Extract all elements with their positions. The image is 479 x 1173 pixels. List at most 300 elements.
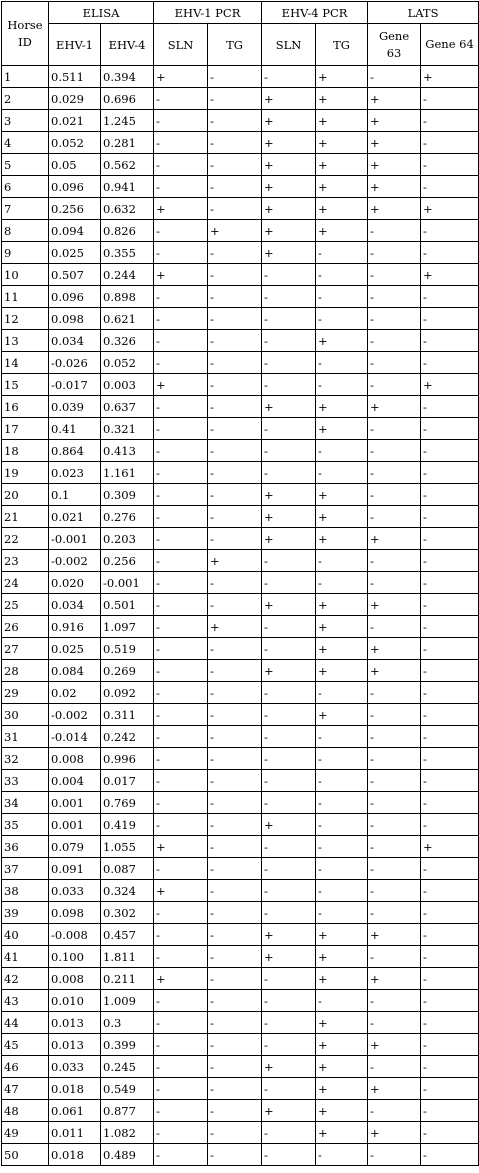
elisa-ehv1-cell: -0.017 [49, 374, 101, 396]
table-row [2, 968, 479, 990]
ehv4-pcr-tg-cell: + [316, 484, 368, 506]
lats-gene64-cell: - [421, 418, 479, 440]
lats-gene63-cell: - [368, 220, 421, 242]
ehv1-pcr-sln-cell: - [154, 308, 208, 330]
elisa-ehv1-cell: 0.020 [49, 572, 101, 594]
ehv1-pcr-tg-cell: - [208, 1056, 262, 1078]
ehv4-pcr-sln-cell: - [262, 880, 316, 902]
elisa-ehv1-cell: 0.034 [49, 594, 101, 616]
elisa-ehv1-cell: 0.094 [49, 220, 101, 242]
elisa-ehv1-cell: -0.002 [49, 704, 101, 726]
lats-gene64-cell: - [421, 946, 479, 968]
ehv4-pcr-tg-cell: + [316, 528, 368, 550]
elisa-ehv1-cell: -0.001 [49, 528, 101, 550]
ehv1-pcr-tg-cell: + [208, 616, 262, 638]
ehv4-pcr-sln-cell: + [262, 396, 316, 418]
ehv4-pcr-tg-cell: + [316, 418, 368, 440]
elisa-ehv1-cell: 0.098 [49, 902, 101, 924]
horse-id-cell: 18 [2, 440, 49, 462]
horse-id-cell: 12 [2, 308, 49, 330]
ehv4-pcr-tg-cell: + [316, 594, 368, 616]
lats-gene64-cell: - [421, 704, 479, 726]
horse-id-cell: 21 [2, 506, 49, 528]
ehv1-pcr-tg-cell: - [208, 726, 262, 748]
elisa-ehv4-cell: 0.003 [101, 374, 154, 396]
lats-gene63-cell: + [368, 594, 421, 616]
table-row [2, 66, 479, 88]
ehv4-pcr-tg-cell: + [316, 1056, 368, 1078]
lats-gene63-cell: - [368, 770, 421, 792]
ehv4-pcr-sln-cell: - [262, 1034, 316, 1056]
lats-gene63-cell: - [368, 748, 421, 770]
ehv1-pcr-sln-cell: - [154, 352, 208, 374]
table-row [2, 462, 479, 484]
ehv1-pcr-sln-cell: - [154, 1144, 208, 1166]
elisa-ehv1-cell: -0.026 [49, 352, 101, 374]
elisa-ehv4-cell: 0.898 [101, 286, 154, 308]
ehv4-pcr-tg-cell: + [316, 946, 368, 968]
table-row [2, 1034, 479, 1056]
ehv4-pcr-sln-cell: - [262, 286, 316, 308]
table-row [2, 132, 479, 154]
elisa-ehv1-cell: 0.008 [49, 968, 101, 990]
lats-gene63-cell: + [368, 88, 421, 110]
ehv1-pcr-tg-cell: - [208, 814, 262, 836]
ehv4-pcr-sln-cell: - [262, 858, 316, 880]
ehv1-pcr-tg-cell: - [208, 1012, 262, 1034]
lats-gene63-cell: - [368, 726, 421, 748]
elisa-ehv4-cell: -0.001 [101, 572, 154, 594]
elisa-ehv1-cell: 0.256 [49, 198, 101, 220]
table-row [2, 506, 479, 528]
ehv4-pcr-sln-cell: + [262, 176, 316, 198]
ehv1-pcr-tg-cell: - [208, 902, 262, 924]
elisa-ehv4-cell: 1.245 [101, 110, 154, 132]
ehv1-pcr-sln-cell: - [154, 132, 208, 154]
elisa-ehv4-cell: 0.637 [101, 396, 154, 418]
ehv4-pcr-sln-cell: + [262, 946, 316, 968]
table-row [2, 880, 479, 902]
elisa-ehv4-cell: 1.161 [101, 462, 154, 484]
horse-id-cell: 35 [2, 814, 49, 836]
elisa-ehv4-cell: 0.941 [101, 176, 154, 198]
elisa-ehv4-cell: 0.017 [101, 770, 154, 792]
table-row [2, 264, 479, 286]
horse-id-cell: 29 [2, 682, 49, 704]
lats-gene63-cell: - [368, 858, 421, 880]
horse-id-cell: 20 [2, 484, 49, 506]
lats-gene64-cell: - [421, 550, 479, 572]
elisa-ehv1-cell: 0.001 [49, 792, 101, 814]
ehv1-pcr-tg-cell: - [208, 154, 262, 176]
horse-id-cell: 32 [2, 748, 49, 770]
ehv4-pcr-tg-cell: + [316, 396, 368, 418]
elisa-ehv1-cell: 0.511 [49, 66, 101, 88]
ehv1-pcr-sln-cell: - [154, 1034, 208, 1056]
elisa-ehv1-cell: 0.507 [49, 264, 101, 286]
elisa-ehv4-cell: 0.256 [101, 550, 154, 572]
ehv4-pcr-tg-cell: + [316, 66, 368, 88]
horse-id-cell: 9 [2, 242, 49, 264]
lats-gene64-cell: - [421, 682, 479, 704]
lats-gene64-cell: - [421, 594, 479, 616]
elisa-ehv1-cell: 0.096 [49, 286, 101, 308]
ehv4-pcr-tg-cell: - [316, 880, 368, 902]
ehv1-pcr-sln-cell: - [154, 440, 208, 462]
table-row [2, 198, 479, 220]
ehv1-pcr-tg-cell: - [208, 660, 262, 682]
ehv4-pcr-sln-cell: + [262, 1100, 316, 1122]
ehv1-pcr-tg-cell: - [208, 286, 262, 308]
elisa-ehv4-cell: 0.696 [101, 88, 154, 110]
ehv4-pcr-sln-cell: - [262, 418, 316, 440]
ehv4-pcr-sln-cell: + [262, 242, 316, 264]
ehv1-pcr-tg-cell: - [208, 858, 262, 880]
ehv1-pcr-tg-cell: - [208, 968, 262, 990]
ehv4-pcr-sln-cell: - [262, 990, 316, 1012]
table-row [2, 440, 479, 462]
lats-gene63-cell: - [368, 990, 421, 1012]
horse-id-cell: 41 [2, 946, 49, 968]
lats-gene64-cell: - [421, 132, 479, 154]
lats-gene63-cell: - [368, 902, 421, 924]
ehv4-pcr-sln-cell: + [262, 594, 316, 616]
lats-gene63-cell: + [368, 132, 421, 154]
lats-gene63-cell: - [368, 836, 421, 858]
elisa-ehv1-cell: 0.091 [49, 858, 101, 880]
lats-gene63-cell: + [368, 198, 421, 220]
horse-id-cell: 33 [2, 770, 49, 792]
ehv4-pcr-sln-header: SLN [262, 24, 316, 66]
ehv4-pcr-sln-cell: - [262, 1144, 316, 1166]
lats-gene64-cell: - [421, 220, 479, 242]
elisa-ehv1-cell: 0.025 [49, 638, 101, 660]
ehv4-pcr-tg-cell: + [316, 968, 368, 990]
elisa-ehv1-cell: 0.052 [49, 132, 101, 154]
horse-id-cell: 46 [2, 1056, 49, 1078]
ehv1-pcr-tg-cell: - [208, 506, 262, 528]
lats-gene64-cell: - [421, 396, 479, 418]
table-row [2, 1144, 479, 1166]
table-row [2, 770, 479, 792]
horse-id-cell: 11 [2, 286, 49, 308]
horse-results-table [1, 1, 479, 1166]
lats-gene64-cell: - [421, 88, 479, 110]
ehv1-pcr-tg-cell: - [208, 198, 262, 220]
lats-gene63-cell: - [368, 616, 421, 638]
horse-id-cell: 4 [2, 132, 49, 154]
horse-id-cell: 40 [2, 924, 49, 946]
lats-gene64-cell: - [421, 814, 479, 836]
elisa-ehv4-cell: 1.097 [101, 616, 154, 638]
ehv1-pcr-tg-cell: - [208, 330, 262, 352]
lats-gene63-header: Gene 63 [368, 24, 421, 66]
ehv1-pcr-tg-cell: - [208, 132, 262, 154]
lats-gene63-cell: - [368, 308, 421, 330]
elisa-ehv1-cell: 0.025 [49, 242, 101, 264]
lats-gene64-cell: - [421, 1034, 479, 1056]
ehv1-pcr-tg-cell: - [208, 418, 262, 440]
lats-gene63-cell: - [368, 1100, 421, 1122]
ehv4-pcr-tg-cell: + [316, 154, 368, 176]
lats-gene64-cell: - [421, 308, 479, 330]
elisa-ehv1-cell: -0.014 [49, 726, 101, 748]
table-row [2, 286, 479, 308]
ehv4-pcr-tg-cell: - [316, 352, 368, 374]
ehv4-pcr-tg-cell: - [316, 440, 368, 462]
lats-gene63-cell: - [368, 814, 421, 836]
elisa-ehv4-cell: 1.055 [101, 836, 154, 858]
horse-id-cell: 31 [2, 726, 49, 748]
ehv4-pcr-tg-cell: - [316, 374, 368, 396]
ehv4-pcr-sln-cell: - [262, 902, 316, 924]
ehv1-pcr-sln-cell: + [154, 968, 208, 990]
lats-gene63-cell: - [368, 286, 421, 308]
lats-gene64-cell: - [421, 176, 479, 198]
lats-gene64-cell: + [421, 836, 479, 858]
horse-id-cell: 2 [2, 88, 49, 110]
ehv4-pcr-sln-cell: - [262, 616, 316, 638]
table-row [2, 418, 479, 440]
lats-gene63-cell: + [368, 110, 421, 132]
ehv4-pcr-tg-cell: - [316, 1144, 368, 1166]
ehv4-pcr-tg-cell: + [316, 616, 368, 638]
ehv4-pcr-tg-cell: + [316, 1012, 368, 1034]
ehv1-pcr-tg-cell: - [208, 946, 262, 968]
table-row [2, 88, 479, 110]
elisa-ehv4-cell: 0.355 [101, 242, 154, 264]
lats-gene64-cell: - [421, 484, 479, 506]
table-row [2, 352, 479, 374]
table-row [2, 308, 479, 330]
table-row [2, 110, 479, 132]
lats-gene63-cell: + [368, 1034, 421, 1056]
lats-gene63-cell: - [368, 1056, 421, 1078]
ehv4-pcr-tg-cell: - [316, 902, 368, 924]
ehv4-pcr-tg-cell: + [316, 330, 368, 352]
ehv4-pcr-sln-cell: + [262, 220, 316, 242]
table-row [2, 990, 479, 1012]
ehv4-pcr-sln-cell: - [262, 440, 316, 462]
horse-id-cell: 10 [2, 264, 49, 286]
elisa-ehv4-cell: 0.309 [101, 484, 154, 506]
ehv4-pcr-sln-cell: - [262, 682, 316, 704]
elisa-ehv4-cell: 0.632 [101, 198, 154, 220]
horse-id-cell: 48 [2, 1100, 49, 1122]
ehv1-pcr-sln-cell: + [154, 66, 208, 88]
table-row [2, 924, 479, 946]
lats-gene64-cell: - [421, 110, 479, 132]
ehv4-pcr-tg-cell: + [316, 110, 368, 132]
table-body [2, 66, 479, 1166]
ehv4-pcr-tg-cell: - [316, 308, 368, 330]
ehv1-pcr-sln-cell: - [154, 1056, 208, 1078]
horse-id-cell: 26 [2, 616, 49, 638]
ehv4-pcr-tg-cell: - [316, 858, 368, 880]
horse-id-cell: 24 [2, 572, 49, 594]
elisa-ehv4-cell: 1.009 [101, 990, 154, 1012]
lats-gene63-cell: - [368, 550, 421, 572]
elisa-ehv4-cell: 0.087 [101, 858, 154, 880]
ehv1-pcr-tg-cell: - [208, 352, 262, 374]
table-row [2, 396, 479, 418]
lats-gene64-cell: - [421, 968, 479, 990]
elisa-ehv1-cell: -0.002 [49, 550, 101, 572]
ehv4-pcr-tg-cell: - [316, 792, 368, 814]
ehv1-pcr-sln-cell: - [154, 770, 208, 792]
horse-id-header: Horse ID [2, 2, 49, 66]
ehv4-pcr-tg-cell: + [316, 924, 368, 946]
lats-gene64-cell: + [421, 66, 479, 88]
horse-id-cell: 3 [2, 110, 49, 132]
ehv1-pcr-sln-cell: - [154, 1122, 208, 1144]
ehv1-pcr-tg-cell: - [208, 572, 262, 594]
elisa-ehv4-cell: 1.811 [101, 946, 154, 968]
ehv1-pcr-sln-cell: - [154, 176, 208, 198]
elisa-ehv1-cell: 0.864 [49, 440, 101, 462]
ehv4-pcr-sln-cell: + [262, 1056, 316, 1078]
table-row [2, 220, 479, 242]
horse-id-cell: 23 [2, 550, 49, 572]
ehv1-pcr-sln-cell: - [154, 792, 208, 814]
ehv1-pcr-sln-cell: - [154, 1100, 208, 1122]
horse-id-cell: 38 [2, 880, 49, 902]
ehv4-pcr-sln-cell: + [262, 154, 316, 176]
elisa-ehv4-cell: 0.419 [101, 814, 154, 836]
horse-id-cell: 47 [2, 1078, 49, 1100]
table-row [2, 616, 479, 638]
ehv1-pcr-tg-cell: - [208, 1078, 262, 1100]
ehv1-pcr-tg-cell: + [208, 550, 262, 572]
lats-gene64-cell: + [421, 264, 479, 286]
lats-gene63-cell: + [368, 924, 421, 946]
ehv1-pcr-sln-cell: - [154, 418, 208, 440]
ehv4-pcr-tg-cell: + [316, 176, 368, 198]
ehv1-pcr-tg-cell: - [208, 1100, 262, 1122]
ehv1-pcr-tg-cell: - [208, 792, 262, 814]
ehv4-pcr-sln-cell: - [262, 726, 316, 748]
ehv1-pcr-tg-cell: - [208, 770, 262, 792]
ehv4-pcr-tg-cell: + [316, 1122, 368, 1144]
elisa-ehv4-cell: 1.082 [101, 1122, 154, 1144]
elisa-ehv4-cell: 0.052 [101, 352, 154, 374]
lats-gene63-cell: - [368, 572, 421, 594]
lats-gene63-cell: - [368, 1144, 421, 1166]
ehv1-pcr-sln-cell: - [154, 110, 208, 132]
lats-gene64-cell: - [421, 330, 479, 352]
ehv1-pcr-sln-cell: - [154, 682, 208, 704]
ehv4-pcr-sln-cell: - [262, 1078, 316, 1100]
ehv1-pcr-sln-cell: - [154, 330, 208, 352]
ehv1-pcr-sln-cell: - [154, 242, 208, 264]
elisa-ehv4-cell: 0.519 [101, 638, 154, 660]
table-row [2, 1100, 479, 1122]
table-row [2, 814, 479, 836]
horse-id-cell: 50 [2, 1144, 49, 1166]
elisa-ehv1-cell: 0.1 [49, 484, 101, 506]
lats-gene63-cell: + [368, 396, 421, 418]
ehv4-pcr-sln-cell: - [262, 572, 316, 594]
lats-gene64-cell: - [421, 1012, 479, 1034]
elisa-ehv1-cell: 0.029 [49, 88, 101, 110]
ehv4-pcr-group-header: EHV-4 PCR [262, 2, 368, 24]
ehv1-pcr-tg-cell: - [208, 88, 262, 110]
ehv4-pcr-sln-cell: + [262, 88, 316, 110]
ehv4-pcr-tg-cell: - [316, 726, 368, 748]
elisa-ehv4-cell: 0.321 [101, 418, 154, 440]
ehv1-pcr-sln-cell: + [154, 264, 208, 286]
horse-id-cell: 25 [2, 594, 49, 616]
table-row [2, 726, 479, 748]
ehv4-pcr-sln-cell: + [262, 484, 316, 506]
horse-id-cell: 17 [2, 418, 49, 440]
lats-gene63-cell: + [368, 528, 421, 550]
horse-id-cell: 15 [2, 374, 49, 396]
ehv1-pcr-sln-cell: - [154, 858, 208, 880]
ehv4-pcr-tg-cell: + [316, 660, 368, 682]
ehv4-pcr-tg-cell: - [316, 242, 368, 264]
elisa-ehv4-cell: 0.413 [101, 440, 154, 462]
table-row [2, 484, 479, 506]
ehv1-pcr-sln-cell: - [154, 616, 208, 638]
lats-gene63-cell: - [368, 418, 421, 440]
ehv4-pcr-tg-cell: - [316, 264, 368, 286]
elisa-ehv1-cell: 0.096 [49, 176, 101, 198]
lats-gene64-cell: - [421, 528, 479, 550]
ehv1-pcr-sln-cell: - [154, 1078, 208, 1100]
ehv4-pcr-tg-cell: - [316, 836, 368, 858]
lats-gene64-cell: - [421, 440, 479, 462]
horse-id-cell: 45 [2, 1034, 49, 1056]
ehv4-pcr-sln-cell: - [262, 330, 316, 352]
ehv1-pcr-sln-cell: - [154, 946, 208, 968]
lats-gene64-cell: - [421, 1078, 479, 1100]
elisa-ehv1-cell: 0.061 [49, 1100, 101, 1122]
elisa-ehv4-cell: 0.211 [101, 968, 154, 990]
ehv1-pcr-tg-cell: - [208, 1034, 262, 1056]
ehv1-pcr-sln-cell: - [154, 814, 208, 836]
elisa-ehv4-cell: 0.996 [101, 748, 154, 770]
lats-gene64-cell: - [421, 1100, 479, 1122]
horse-id-cell: 1 [2, 66, 49, 88]
ehv4-pcr-sln-cell: + [262, 814, 316, 836]
elisa-ehv1-cell: 0.05 [49, 154, 101, 176]
ehv4-pcr-sln-cell: + [262, 528, 316, 550]
ehv4-pcr-sln-cell: - [262, 1122, 316, 1144]
elisa-ehv4-cell: 0.562 [101, 154, 154, 176]
lats-gene64-cell: - [421, 572, 479, 594]
ehv4-pcr-tg-cell: + [316, 1078, 368, 1100]
lats-gene63-cell: - [368, 704, 421, 726]
ehv1-pcr-sln-cell: + [154, 880, 208, 902]
horse-id-cell: 49 [2, 1122, 49, 1144]
lats-gene64-cell: - [421, 616, 479, 638]
table-row [2, 836, 479, 858]
ehv4-pcr-tg-cell: - [316, 286, 368, 308]
elisa-ehv4-cell: 0.242 [101, 726, 154, 748]
ehv1-pcr-tg-cell: - [208, 924, 262, 946]
lats-gene63-cell: - [368, 374, 421, 396]
table-row [2, 858, 479, 880]
horse-id-cell: 28 [2, 660, 49, 682]
ehv4-pcr-sln-cell: - [262, 374, 316, 396]
lats-gene64-cell: - [421, 638, 479, 660]
elisa-ehv4-cell: 0.549 [101, 1078, 154, 1100]
elisa-ehv1-cell: 0.023 [49, 462, 101, 484]
ehv1-pcr-sln-cell: + [154, 374, 208, 396]
ehv1-pcr-tg-cell: - [208, 440, 262, 462]
ehv4-pcr-tg-cell: + [316, 220, 368, 242]
